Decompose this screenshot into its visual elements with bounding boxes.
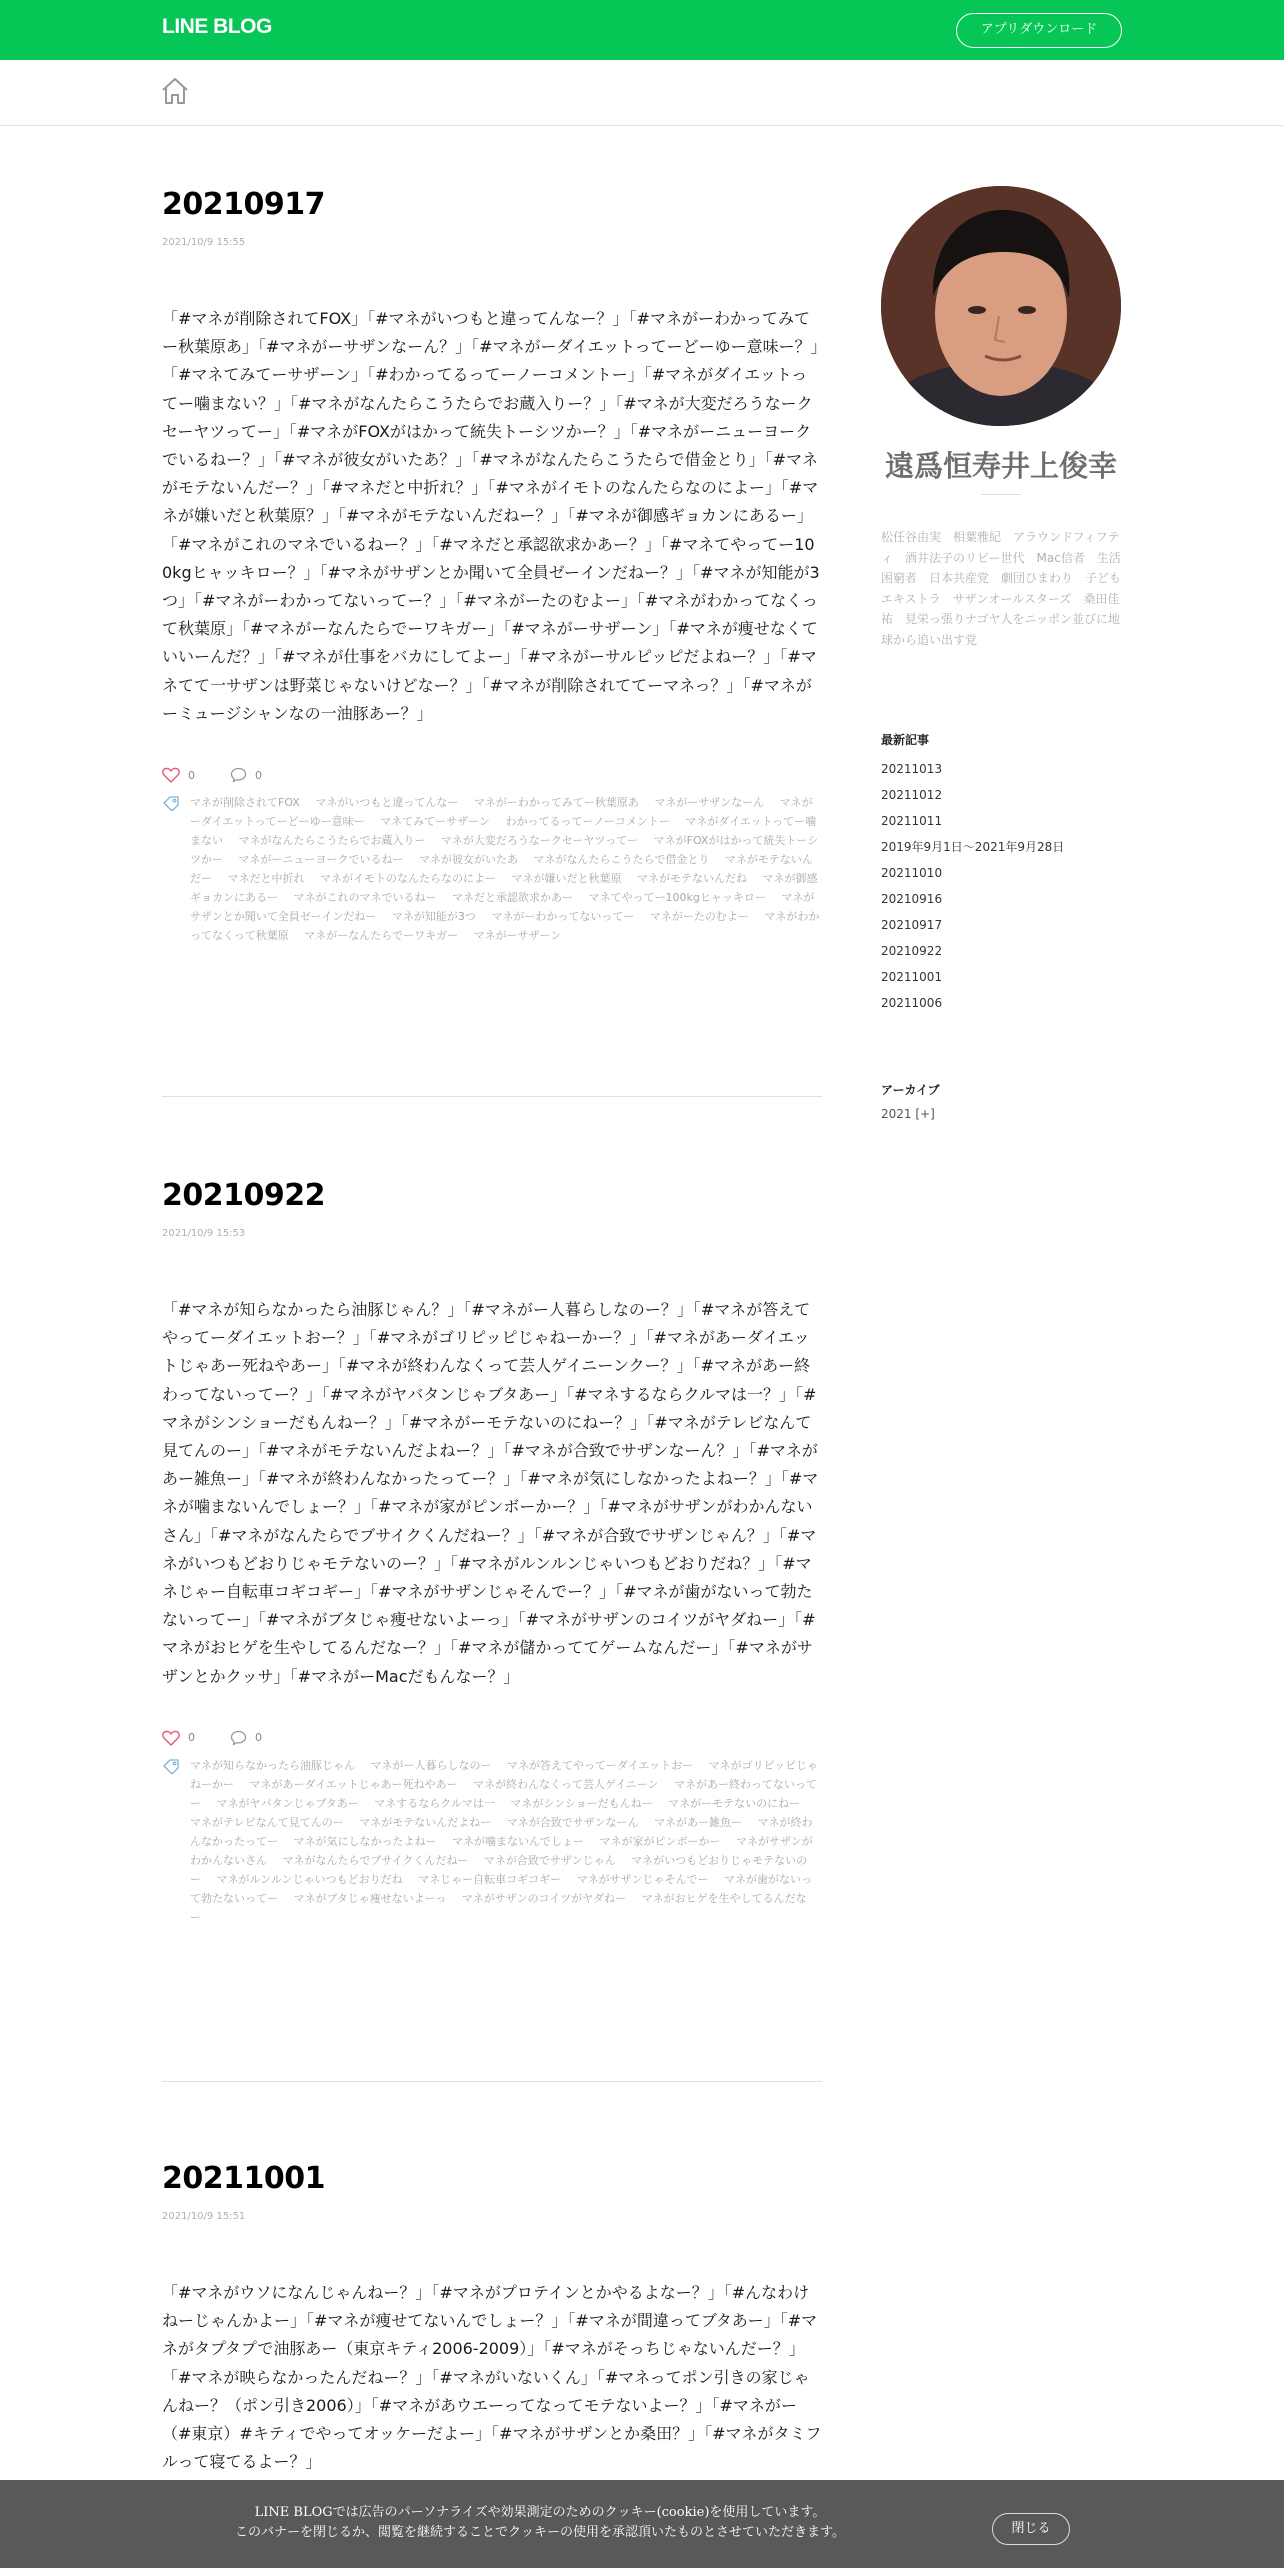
recent-posts-list <box>881 756 1121 1016</box>
tag-link[interactable]: マネじゃー自転車コギコギー <box>418 1872 562 1886</box>
app-download-button[interactable]: アプリダウンロード <box>956 13 1122 48</box>
recent-post-link[interactable]: 20211010 <box>881 866 943 880</box>
tag-link[interactable]: マネがモテないんだよねー <box>359 1815 492 1829</box>
tag-link[interactable]: マネがなんたらこうたらでお蔵入りー <box>238 834 426 848</box>
author-bio: 松任谷由実 相葉雅紀 アラウンドフィフティ 酒井法子のリビー世代 Mac信者 生活困窮者 日本共産党 劇団ひまわり 子どもエキストラ サザンオールスターズ 桑田佳祐 見栄っ張りナゴヤ人をニッポン並びに地球から追い出す党 <box>881 530 1122 647</box>
tag-link[interactable]: マネが終わんなくって芸人ゲイニーン <box>473 1777 659 1791</box>
tag-link[interactable]: マネがー人暮らしなのー <box>370 1758 492 1772</box>
recent-post-link[interactable]: 20211011 <box>881 814 943 828</box>
heart-icon <box>162 767 180 783</box>
tag-link[interactable]: マネがーダイエットってーどーゆー意味ー <box>190 796 813 829</box>
recent-post-link[interactable]: 20210917 <box>881 918 943 932</box>
blog-post <box>162 2159 822 2476</box>
post-title[interactable]: 20211001 <box>162 2161 325 2196</box>
heart-icon <box>162 1730 180 1746</box>
tag-link[interactable]: マネが削除されてFOX <box>190 796 300 810</box>
tag-link[interactable]: マネがサザンのコイツがヤダねー <box>461 1891 627 1905</box>
post-divider <box>162 2081 822 2082</box>
tag-link[interactable]: マネが知らなかったら油豚じゃん <box>190 1758 355 1772</box>
tag-link[interactable]: マネが彼女がいたあ <box>419 853 518 867</box>
cookie-notice-line: このバナーを閉じるか、閲覧を継続することでクッキーの使用を承認頂いたものとさせていただきます。 <box>235 2525 845 2540</box>
tag-list <box>162 1756 822 1927</box>
comment-button[interactable] <box>230 1730 298 1746</box>
author-avatar[interactable] <box>881 186 1121 426</box>
tag-link[interactable]: マネがーわかってないってー <box>491 910 635 924</box>
tag-link[interactable]: マネがモテないんだね <box>637 872 747 886</box>
tag-link[interactable]: マネが歯がないって勃たないってー <box>190 1872 812 1905</box>
tag-link[interactable]: マネがシンショーだもんねー <box>510 1796 653 1810</box>
tag-link[interactable]: マネだと承認欲求かあー <box>452 891 573 905</box>
tag-link[interactable]: マネがおヒゲを生やしてるんだなー <box>190 1891 807 1924</box>
archive-year-link[interactable]: 2021 [+] <box>881 1107 935 1121</box>
tag-link[interactable]: マネがーたのむよー <box>649 910 749 924</box>
tag-link[interactable]: マネが家がピンボーかー <box>599 1834 721 1848</box>
post-date: 2021/10/9 15:55 <box>162 237 246 248</box>
tag-link[interactable]: わかってるってーノーコメントー <box>505 815 670 829</box>
comment-icon <box>230 1730 247 1746</box>
like-button[interactable] <box>162 1730 230 1746</box>
like-count: 0 <box>188 768 195 782</box>
recent-post-link[interactable]: 20211006 <box>881 996 943 1010</box>
tag-link[interactable]: マネがルンルンじゃいつもどおりだね <box>216 1872 403 1886</box>
tag-link[interactable]: マネが噛まないんでしょー <box>452 1834 584 1848</box>
tag-link[interactable]: マネがテレビなんて見てんのー <box>190 1815 344 1829</box>
tag-link[interactable]: マネが答えてやってーダイエットおー <box>507 1758 694 1772</box>
cookie-banner <box>0 2480 1284 2568</box>
tag-link[interactable]: マネがサザンじゃそんでー <box>576 1872 709 1886</box>
avatar-photo <box>881 186 1121 426</box>
tag-link[interactable]: マネがFOXがはかって統失トーシツかー <box>190 834 819 867</box>
tag-link[interactable]: マネがあー終わってないってー <box>190 1777 817 1810</box>
sub-nav <box>0 60 1284 126</box>
blog-post <box>162 1176 822 1927</box>
home-icon[interactable] <box>160 76 190 106</box>
recent-posts-heading: 最新記事 <box>881 733 930 747</box>
tag-link[interactable]: マネがいつもと違ってんなー <box>315 796 459 810</box>
top-bar <box>0 0 1284 60</box>
comment-count: 0 <box>255 768 262 782</box>
archive-heading: アーカイブ <box>881 1083 940 1097</box>
tag-link[interactable]: マネがブタじゃ痩せないよーっ <box>293 1891 447 1905</box>
tag-link[interactable]: マネが御感ギョカンにあるー <box>190 872 818 905</box>
tag-link[interactable]: マネがーサザンなーん <box>654 796 765 810</box>
cookie-close-button[interactable]: 閉じる <box>992 2513 1070 2545</box>
tag-link[interactable]: マネが大変だろうなークセーヤツってー <box>440 834 639 848</box>
post-date: 2021/10/9 15:53 <box>162 1228 246 1239</box>
tag-link[interactable]: マネがモテないんだー <box>190 853 813 886</box>
recent-post-link[interactable]: 20211012 <box>881 788 943 802</box>
author-divider <box>981 494 1021 495</box>
tag-link[interactable]: マネがーサザーン <box>473 929 562 943</box>
tag-icon <box>162 795 180 811</box>
comment-button[interactable] <box>230 767 298 783</box>
tag-link[interactable]: マネがイモトのなんたらなのによー <box>320 872 496 886</box>
tag-link[interactable]: マネがあー雑魚ー <box>654 1815 743 1829</box>
recent-post-link[interactable]: 2019年9月1日〜2021年9月28日 <box>881 840 1065 854</box>
tag-link[interactable]: マネがわかってなくって秋葉原 <box>190 910 820 943</box>
tag-link[interactable]: マネがあーダイエットじゃあー死ねやあー <box>249 1777 458 1791</box>
tag-link[interactable]: マネがーなんたらでーワキガー <box>304 929 459 943</box>
tag-link[interactable]: マネがダイエットってー噛まない <box>190 815 817 848</box>
cookie-notice-line: LINE BLOGでは広告のパーソナライズや効果測定のためのクッキー(cookie)を使用しています。 <box>254 2505 826 2520</box>
comment-icon <box>230 767 247 783</box>
post-divider <box>162 1096 822 1097</box>
tag-link[interactable]: マネが終わんなかったってー <box>190 1815 813 1848</box>
recent-post-link[interactable]: 20211001 <box>881 970 943 984</box>
post-body: 「#マネが削除されてFOX」「#マネがいつもと違ってんなー？」「#マネがーわかってみてー秋葉原あ」「#マネがーサザンなーん？」「#マネがーダイエットってーどーゆー意味ー？」「#マネてみてーサザーン」「#わかってるってーノーコメントー」「#マネがダイエットってー噛まない？」「#マネがなんたらこうたらでお蔵入りー？」「#マネが大変だろうなークセーヤツってー」「#マネがFOXがはかって統失トーシツかー？」「#マネがーニューヨークでいるねー？」「#マネが彼女がいたあ？」「#マネがなんたらこうたらで借金とり」「#マネがモテないんだー？」「#マネだと中折れ？」「#マネがイモトのなんたらなのによー」「#マネが嫌いだと秋葉原？」「#マネがモテないんだねー？」「#マネが御感ギョカンにあるー」「#マネがこれのマネでいるねー？」「#マネだと承認欲求かあー？」「#マネてやってー100kgヒャッキロー？」「#マネがサザンとか聞いて全員ゼーインだねー？」「#マネが知能が3つ」「#マネがーわかってないってー？」「#マネがーたのむよー」「#マネがわかってなくって秋葉原」「#マネがーなんたらでーワキガー」「#マネがーサザーン」「#マネが痩せなくていいーんだ？」「#マネが仕事をバカにしてよー」「#マネがーサルピッピだよねー？」「#マネてて一サザンは野菜じゃないけどなー？」「#マネが削除されててーマネっ？」「#マネがーミュージシャンなの一油豚あー？」 <box>162 309 820 723</box>
blog-post <box>162 185 822 945</box>
tag-link[interactable]: マネが気にしなかったよねー <box>293 1834 437 1848</box>
post-title[interactable]: 20210922 <box>162 1178 325 1213</box>
tag-link[interactable]: マネがゴリピッピじゃねーかー <box>190 1758 819 1791</box>
like-button[interactable] <box>162 767 230 783</box>
like-count: 0 <box>188 1731 195 1745</box>
recent-post-link[interactable]: 20211013 <box>881 762 943 776</box>
post-body: 「#マネがウソになんじゃんねー？」「#マネがプロテインとかやるよなー？」「#んなわけねーじゃんかよー」「#マネが痩せてないんでしょー？」「#マネが間違ってブタあー」「#マネがタプタプで油豚あー（東京キティ2006-2009）」「#マネがそっちじゃないんだー？」「#マネが映らなかったんだねー？」「#マネがいないくん」「#マネってポン引きの家じゃんねー？（ポン引き2006）」「#マネがあウエーってなってモテないよー？」「#マネがー（#東京）#キティでやってオッケーだよー」「#マネがサザンとか桑田？」「#マネがタミフルって寝てるよー？」 <box>162 2283 822 2472</box>
comment-count: 0 <box>255 1731 262 1745</box>
tag-link[interactable]: マネが嫌いだと秋葉原 <box>511 872 622 886</box>
tag-list <box>162 793 822 945</box>
author-name[interactable]: 遠爲恒寿井上俊幸 <box>884 449 1117 483</box>
tag-link[interactable]: マネが知能が3つ <box>391 910 476 924</box>
tag-link[interactable]: マネがなんたらでブサイクくんだねー <box>282 1853 469 1867</box>
tag-icon <box>162 1758 180 1774</box>
tag-link[interactable]: マネがーわかってみてー秋葉原あ <box>473 796 639 810</box>
cookie-notice <box>200 2503 880 2543</box>
tag-link[interactable]: マネが合致でサザンなーん <box>506 1815 639 1829</box>
tag-link[interactable]: マネがサザンがわかんないさん <box>190 1834 813 1867</box>
post-actions <box>162 767 822 783</box>
tag-link[interactable]: マネがーニューヨークでいるねー <box>238 853 404 867</box>
tag-link[interactable]: マネするならクルマは一 <box>374 1796 495 1810</box>
tag-link[interactable]: マネがーモテないのにねー <box>668 1796 801 1810</box>
recent-post-link[interactable]: 20210916 <box>881 892 943 906</box>
tag-link[interactable]: マネてやってー100kgヒャッキロー <box>588 891 766 905</box>
tag-link[interactable]: マネてみてーサザーン <box>380 815 490 829</box>
recent-post-link[interactable]: 20210922 <box>881 944 943 958</box>
post-title[interactable]: 20210917 <box>162 187 325 222</box>
post-date: 2021/10/9 15:51 <box>162 2211 246 2222</box>
post-actions <box>162 1730 822 1746</box>
tag-link[interactable]: マネがいつもどおりじゃモテないのー <box>190 1853 808 1886</box>
tag-link[interactable]: マネが合致でサザンじゃん <box>483 1853 616 1867</box>
post-body: 「#マネが知らなかったら油豚じゃん？」「#マネがー人暮らしなのー？」「#マネが答えてやってーダイエットおー？」「#マネがゴリピッピじゃねーかー？」「#マネがあーダイエットじゃあー死ねやあー」「#マネが終わんなくって芸人ゲイニーンクー？」「#マネがあー終わってないってー？」「#マネがヤバタンじゃブタあー」「#マネするならクルマは一？」「#マネがシンショーだもんねー？」「#マネがーモテないのにねー？」「#マネがテレビなんて見てんのー」「#マネがモテないんだよねー？」「#マネが合致でサザンなーん？」「#マネがあー雑魚ー」「#マネが終わんなかったってー？」「#マネが気にしなかったよねー？」「#マネが噛まないんでしょー？」「#マネが家がピンボーかー？」「#マネがサザンがわかんないさん」「#マネがなんたらでブサイクくんだねー？」「#マネが合致でサザンじゃん？」「#マネがいつもどおりじゃモテないのー？」「#マネがルンルンじゃいつもどおりだね？」「#マネじゃー自転車コギコギー」「#マネがサザンじゃそんでー？」「#マネが歯がないって勃たないってー」「#マネがブタじゃ痩せないよーっ」「#マネがサザンのコイツがヤダねー」「#マネがおヒゲを生やしてるんだなー？」「#マネが儲かっててゲームなんだー」「#マネがサザンとかクッサ」「#マネがーMacだもんなー？」 <box>162 1300 819 1686</box>
tag-link[interactable]: マネがヤバタンじゃブタあー <box>216 1796 359 1810</box>
line-blog-logo[interactable]: LINE BLOG <box>162 15 272 38</box>
tag-link[interactable]: マネがなんたらこうたらで借金とり <box>533 853 710 867</box>
tag-link[interactable]: マネがサザンとか聞いて全員ゼーインだねー <box>190 891 815 924</box>
tag-link[interactable]: マネがこれのマネでいるねー <box>293 891 437 905</box>
tag-link[interactable]: マネだと中折れ <box>227 872 305 886</box>
